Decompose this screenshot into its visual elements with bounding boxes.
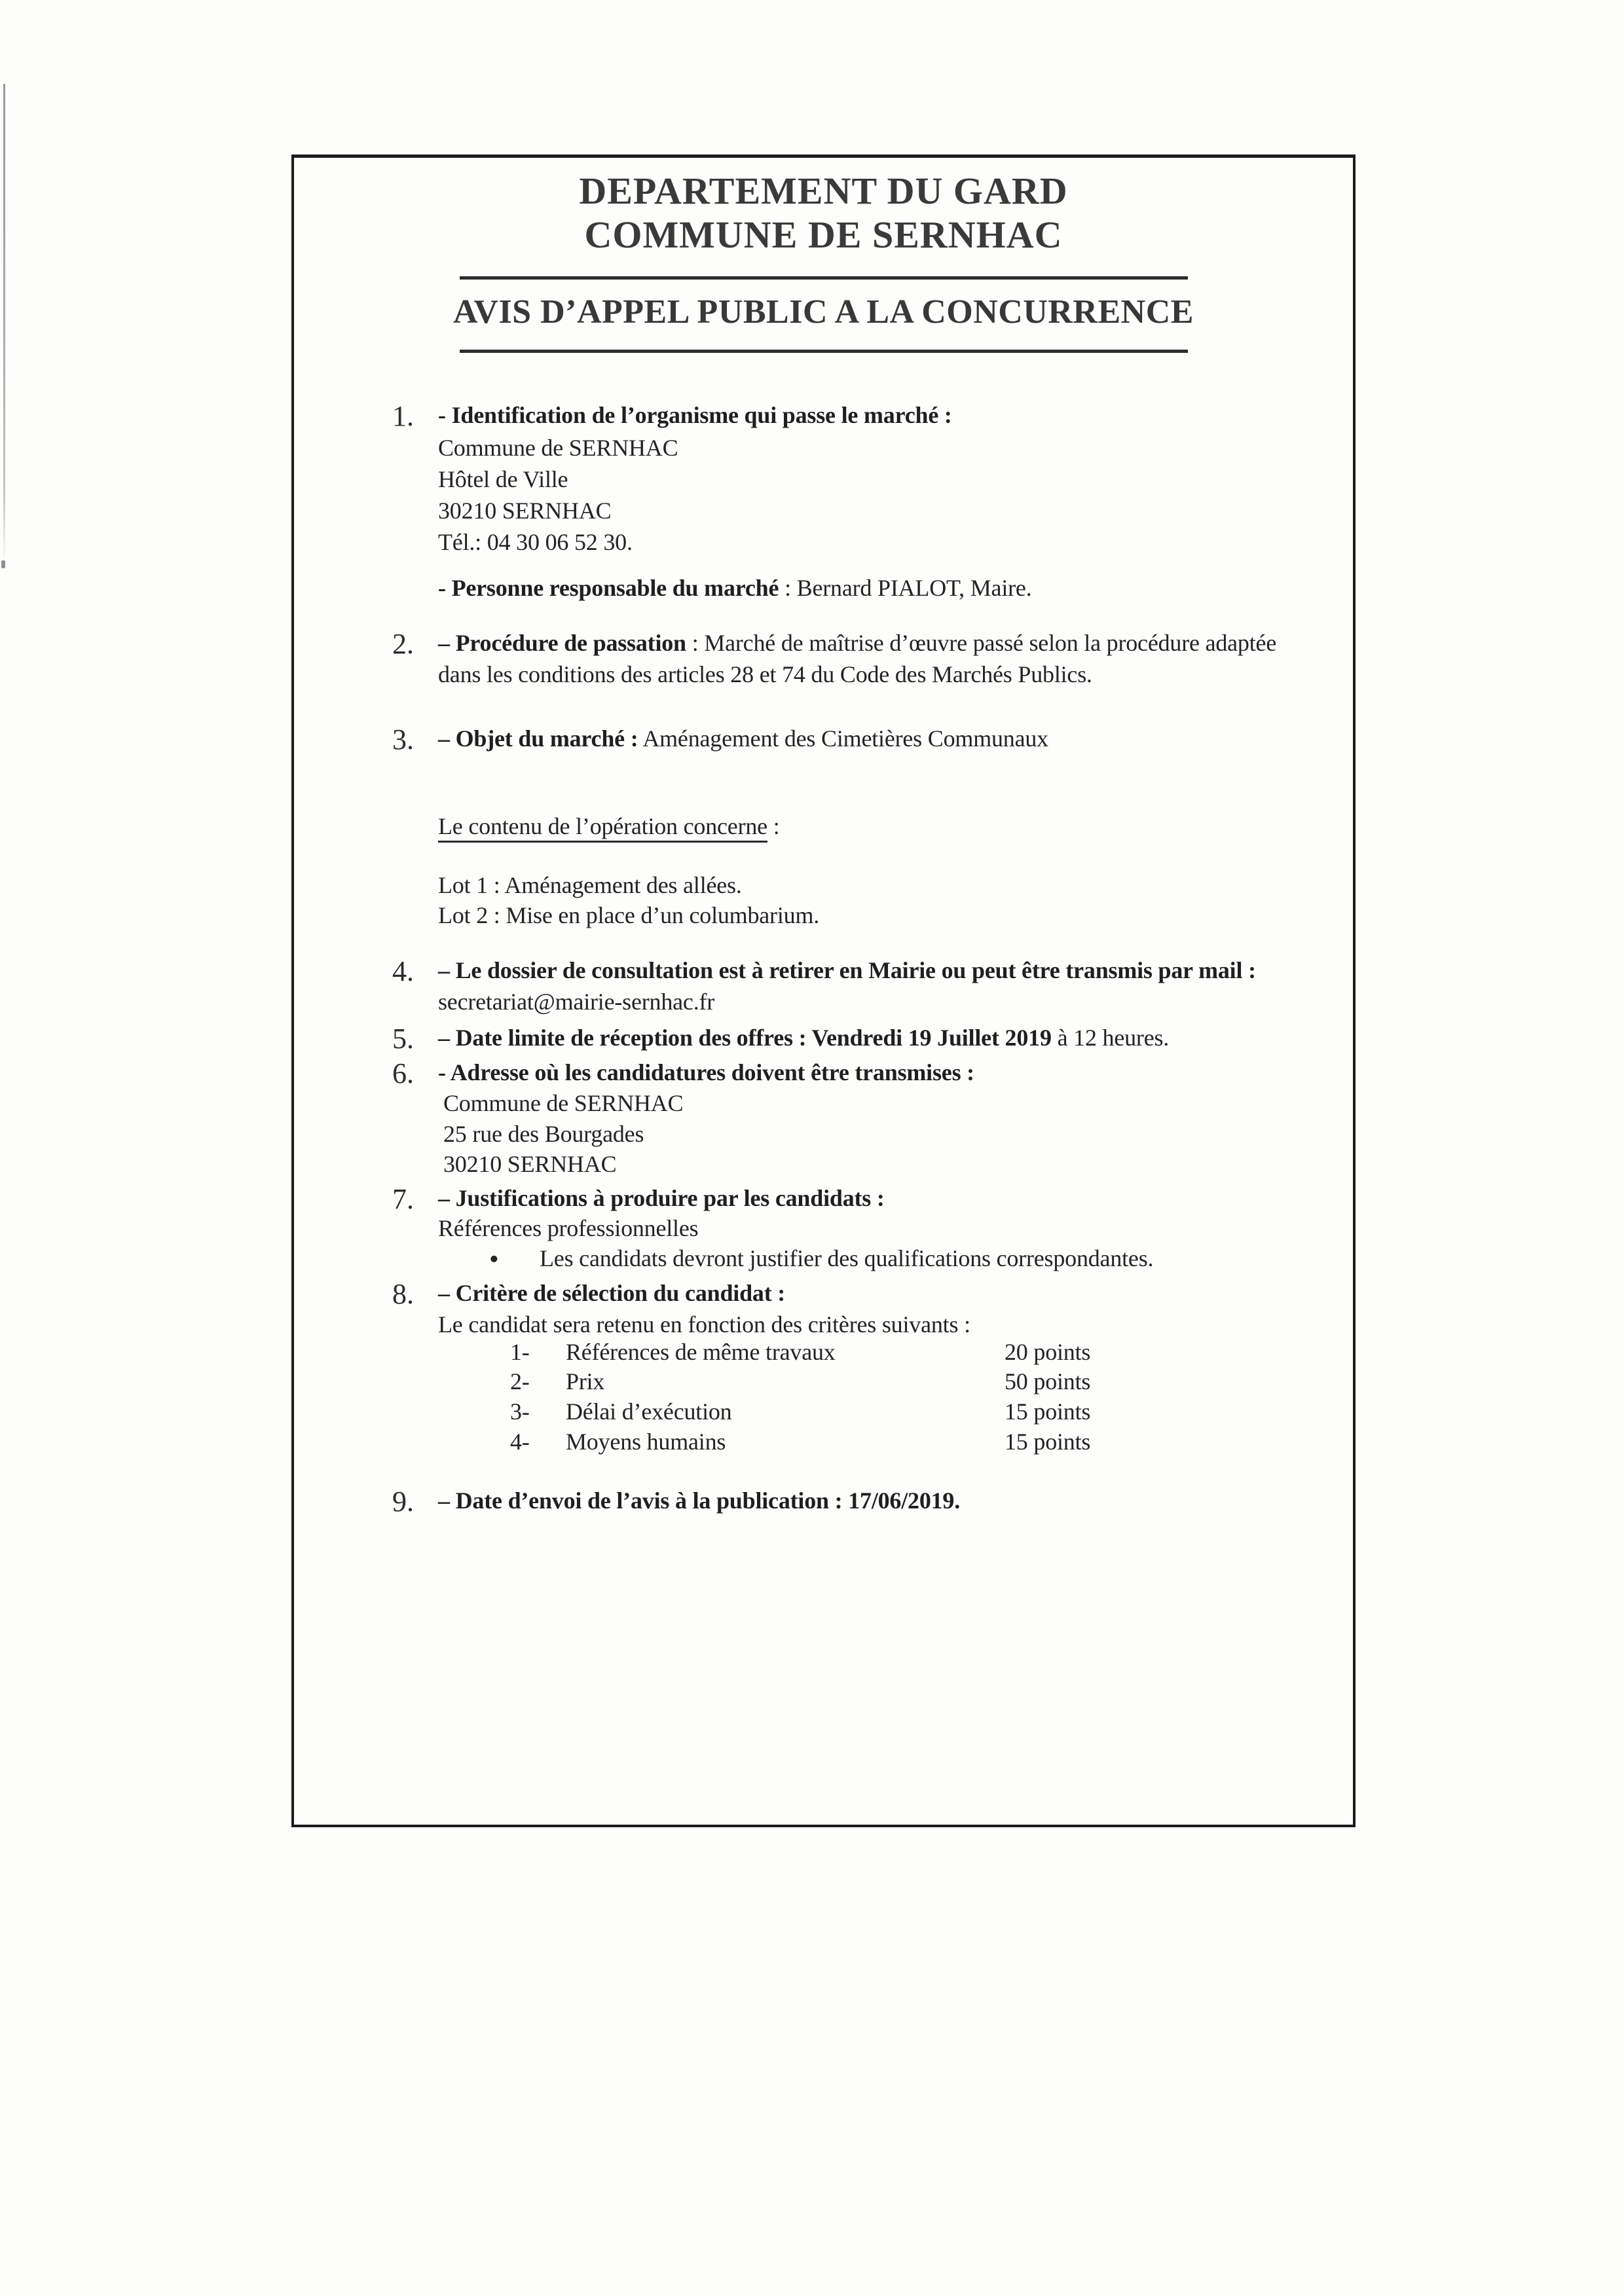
item-8-heading — [438, 1278, 1355, 1309]
item-9-label: – Date d’envoi de l’avis à la publication : 17/06/2019. — [438, 1487, 961, 1514]
item-6-heading — [438, 1057, 1355, 1089]
criterion-1-points: 20 points — [1005, 1339, 1091, 1365]
criterion-2-points: 50 points — [1005, 1368, 1091, 1394]
item-3-operation-heading — [438, 811, 1355, 843]
item-1-org-phone: Tél.: 04 30 06 52 30. — [438, 529, 633, 555]
criterion-2-number: 2- — [510, 1368, 530, 1394]
criterion-row — [438, 1337, 1355, 1368]
item-3-lot-2: Lot 2 : Mise en place d’un columbarium. — [438, 902, 820, 928]
item-9-number: 9. — [392, 1485, 414, 1518]
item-1-responsible-line — [438, 573, 1355, 604]
commune-heading: COMMUNE DE SERNHAC — [584, 213, 1063, 256]
item-8-intro: Le candidat sera retenu en fonction des critères suivants : — [438, 1311, 970, 1338]
notice-border-box — [291, 155, 1356, 1827]
criterion-row — [438, 1366, 1355, 1398]
item-3-number: 3. — [392, 723, 414, 756]
item-6-addr-name: Commune de SERNHAC — [443, 1090, 684, 1116]
item-1-label: - Identification de l’organisme qui passe le marché : — [438, 402, 952, 428]
criterion-3-label: Délai d’exécution — [566, 1398, 732, 1425]
header-divider-top — [460, 276, 1188, 280]
item-5-value: à 12 heures. — [1051, 1025, 1170, 1051]
criterion-row — [438, 1427, 1355, 1458]
item-3-lot-1: Lot 1 : Aménagement des allées. — [438, 872, 742, 898]
criterion-1-label: Références de même travaux — [566, 1339, 836, 1365]
item-3-operation-label: Le contenu de l’opération concerne — [438, 813, 767, 843]
criterion-3-number: 3- — [510, 1398, 530, 1425]
scan-artifact-tick — [1, 560, 5, 568]
notice-title: AVIS D’APPEL PUBLIC A LA CONCURRENCE — [453, 293, 1194, 331]
item-4-email: secretariat@mairie-sernhac.fr — [438, 989, 715, 1015]
department-heading: DEPARTEMENT DU GARD — [579, 170, 1068, 212]
item-8-number: 8. — [392, 1278, 414, 1310]
item-2-number: 2. — [392, 628, 414, 660]
criterion-4-label: Moyens humains — [566, 1429, 726, 1455]
item-4-label: – Le dossier de consultation est à retirer en Mairie ou peut être transmis par mail : — [438, 957, 1256, 983]
item-3-label: – Objet du marché : — [438, 725, 638, 752]
item-7-references: Références professionnelles — [438, 1215, 699, 1241]
item-1-responsible-label: - Personne responsable du marché — [438, 575, 779, 601]
criterion-4-number: 4- — [510, 1429, 530, 1455]
header-divider-bottom — [460, 350, 1188, 353]
item-8-label: – Critère de sélection du candidat : — [438, 1280, 786, 1306]
item-2-label: – Procédure de passation — [438, 630, 686, 656]
item-2-heading — [438, 628, 1355, 659]
item-1-responsible-value: : Bernard PIALOT, Maire. — [779, 575, 1032, 601]
item-7-bullet-line — [438, 1243, 1355, 1276]
item-3-operation-suffix: : — [767, 813, 780, 839]
item-2-value-line2: dans les conditions des articles 28 et 74 du Code des Marchés Publics. — [438, 661, 1092, 687]
item-5-number: 5. — [392, 1023, 414, 1055]
item-1-number: 1. — [392, 400, 414, 432]
item-7-label: – Justifications à produire par les candidats : — [438, 1185, 885, 1211]
item-9-heading — [438, 1485, 1355, 1517]
item-5-heading — [438, 1023, 1355, 1054]
item-7-number: 7. — [392, 1183, 414, 1215]
scan-artifact-left-line — [3, 84, 5, 565]
item-6-label: - Adresse où les candidatures doivent être transmises : — [438, 1059, 974, 1085]
item-6-addr-city: 30210 SERNHAC — [443, 1151, 617, 1177]
item-7-heading — [438, 1183, 1355, 1214]
item-1-org-hall: Hôtel de Ville — [438, 466, 568, 492]
item-6-addr-street: 25 rue des Bourgades — [443, 1121, 644, 1147]
criterion-2-label: Prix — [566, 1368, 605, 1394]
item-7-bullet-text: Les candidats devront justifier des qualifications correspondantes. — [540, 1245, 1154, 1271]
item-3-value: Aménagement des Cimetières Communaux — [638, 725, 1048, 752]
item-4-number: 4. — [392, 955, 414, 987]
bullet-icon: • — [489, 1245, 499, 1275]
item-1-org-name: Commune de SERNHAC — [438, 435, 678, 461]
criterion-1-number: 1- — [510, 1339, 530, 1365]
item-4-heading — [438, 955, 1355, 987]
criterion-4-points: 15 points — [1005, 1429, 1091, 1455]
criterion-row — [438, 1396, 1355, 1428]
item-1-heading — [438, 400, 1355, 431]
item-6-number: 6. — [392, 1057, 414, 1089]
criterion-3-points: 15 points — [1005, 1398, 1091, 1425]
item-1-org-city: 30210 SERNHAC — [438, 498, 612, 524]
item-3-heading — [438, 723, 1355, 755]
item-5-label: – Date limite de réception des offres : Vendredi 19 Juillet 2019 — [438, 1025, 1052, 1051]
item-2-value-line1: : Marché de maîtrise d’œuvre passé selon la procédure adaptée — [686, 630, 1277, 656]
